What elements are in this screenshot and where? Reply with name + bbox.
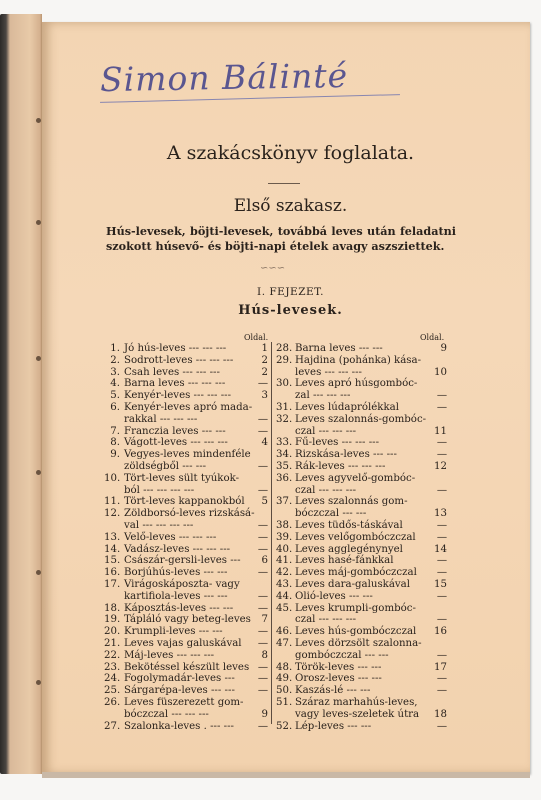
entry-number: 6.: [110, 401, 120, 413]
entry-title: Leves hús-gombóczczal: [295, 626, 417, 638]
entry-title: kartifiola-leves --- ---: [124, 590, 228, 602]
entry-page: —: [257, 685, 268, 697]
contents-right-column: [276, 343, 447, 732]
entry-page: —: [436, 484, 447, 496]
entry-title: Száraz marhahús-leves,: [295, 696, 418, 708]
toc-entry: [276, 414, 447, 426]
entry-page: 6: [261, 555, 268, 567]
toc-entry: [104, 697, 268, 709]
entry-title: Sárgarépa-leves --- ---: [124, 685, 235, 697]
toc-entry: [276, 402, 447, 414]
entry-title: Jó hús-leves --- --- ---: [124, 343, 227, 354]
toc-entry: [104, 532, 268, 544]
entry-page: —: [436, 449, 447, 461]
book-spine: [0, 14, 42, 774]
entry-title: Fű-leves --- --- ---: [295, 437, 380, 449]
entry-page: 12: [434, 460, 447, 472]
toc-entry: [104, 426, 268, 438]
toc-entry: [276, 603, 447, 615]
entry-title: Leves velőgombóczczal: [295, 531, 416, 543]
entry-title: Franczia leves --- ---: [124, 425, 226, 437]
entry-page: —: [436, 531, 447, 543]
toc-entry: [276, 508, 447, 520]
entry-title: Kenyér-leves --- --- ---: [124, 390, 232, 402]
entry-page: —: [257, 519, 268, 531]
toc-entry: [276, 579, 447, 591]
entry-number: 7.: [110, 425, 120, 437]
entry-number: 22.: [104, 649, 121, 661]
entry-title: czal --- --- ---: [295, 425, 357, 437]
toc-entry: [276, 673, 447, 685]
entry-number: 28.: [276, 343, 293, 354]
entry-title: Leves máj-gombóczczal: [295, 567, 417, 579]
entry-number: 15.: [104, 555, 121, 567]
entry-number: 12.: [104, 508, 121, 520]
toc-entry: [276, 520, 447, 532]
entry-number: 18.: [104, 602, 121, 614]
entry-title: Leves szalonnás-gombóc-: [295, 413, 427, 425]
entry-title: Leves vajas galuskával: [124, 637, 242, 649]
entry-title: Vadász-leves --- --- ---: [124, 543, 231, 555]
entry-number: 47.: [276, 637, 293, 649]
entry-title: Csah leves --- --- ---: [124, 366, 220, 378]
toc-entry: [276, 650, 447, 662]
entry-title: Sodrott-leves --- --- ---: [124, 354, 234, 366]
entry-number: 21.: [104, 637, 121, 649]
entry-number: 3.: [110, 366, 120, 378]
entry-number: 30.: [276, 378, 293, 390]
column-divider: [271, 342, 272, 724]
toc-entry: [276, 697, 447, 709]
entry-page: 10: [434, 366, 447, 378]
entry-page: —: [257, 626, 268, 638]
entry-page: —: [257, 602, 268, 614]
entry-title: Rák-leves --- --- ---: [295, 460, 386, 472]
entry-page: 17: [434, 661, 447, 673]
entry-title: bóczczal --- ---: [295, 508, 367, 520]
entry-page: —: [257, 567, 268, 579]
entry-number: 17.: [104, 578, 121, 590]
entry-number: 16.: [104, 567, 121, 579]
entry-page: 2: [261, 366, 268, 378]
entry-page: —: [257, 425, 268, 437]
toc-entry: [104, 461, 268, 473]
entry-number: 25.: [104, 685, 121, 697]
entry-page: —: [257, 590, 268, 602]
toc-entry: [276, 461, 447, 473]
entry-page: —: [436, 519, 447, 531]
handwritten-signature: Simon Bálinté: [99, 55, 349, 100]
toc-entry: [276, 662, 447, 674]
entry-title: Olió-leves --- ---: [295, 590, 373, 602]
entry-title: Velő-leves --- --- ---: [124, 531, 217, 543]
entry-title: gombóczczal --- ---: [295, 649, 389, 661]
entry-page: 4: [261, 437, 268, 449]
entry-page: —: [257, 531, 268, 543]
entry-page: 14: [434, 543, 447, 555]
title-rule: [268, 183, 300, 184]
entry-number: 35.: [276, 460, 293, 472]
toc-entry: [104, 437, 268, 449]
toc-entry: [104, 496, 268, 508]
entry-title: czal --- --- ---: [295, 484, 357, 496]
entry-title: Fogolymadár-leves ---: [124, 673, 235, 685]
entry-title: Tört-leves kappanokból: [124, 496, 245, 508]
entry-number: 34.: [276, 449, 293, 461]
entry-number: 27.: [104, 720, 121, 732]
entry-title: val --- --- --- ---: [124, 519, 194, 531]
entry-page: —: [257, 637, 268, 649]
entry-title: Kenyér-leves apró mada-: [124, 401, 253, 413]
toc-entry: [104, 544, 268, 556]
entry-title: rakkal --- --- ---: [124, 413, 198, 425]
entry-number: 39.: [276, 531, 293, 543]
toc-entry: [104, 579, 268, 591]
toc-entry: [104, 591, 268, 603]
entry-number: 45.: [276, 602, 293, 614]
entry-number: 26.: [104, 696, 121, 708]
entry-number: 24.: [104, 673, 121, 685]
entry-page: —: [257, 413, 268, 425]
entry-title: Máj-leves --- --- ---: [124, 649, 215, 661]
toc-entry: [276, 485, 447, 497]
entry-title: leves --- --- ---: [295, 366, 362, 378]
entry-number: 2.: [110, 354, 120, 366]
entry-title: Vegyes-leves mindenféle: [124, 449, 251, 461]
toc-entry: [104, 485, 268, 497]
entry-title: Császár-gersli-leves ---: [124, 555, 241, 567]
toc-entry: [104, 367, 268, 379]
toc-entry: [276, 709, 447, 721]
toc-entry: [104, 555, 268, 567]
entry-title: Török-leves --- ---: [295, 661, 382, 673]
toc-entry: [276, 567, 447, 579]
page-edge: [42, 772, 530, 778]
entry-number: 9.: [110, 449, 120, 461]
entry-title: Lép-leves --- ---: [295, 720, 372, 732]
entry-page: —: [257, 543, 268, 555]
entry-title: zal --- --- ---: [295, 390, 351, 402]
entry-number: 14.: [104, 543, 121, 555]
entry-page: —: [436, 614, 447, 626]
entry-number: 37.: [276, 496, 293, 508]
entry-title: Barna leves --- --- ---: [124, 378, 226, 390]
entry-title: zöldségből --- ---: [124, 460, 207, 472]
entry-number: 1.: [110, 343, 120, 354]
entry-title: Leves apró húsgombóc-: [295, 378, 418, 390]
entry-title: Tápláló vagy beteg-leves: [124, 614, 251, 626]
entry-title: Krumpli-leves --- ---: [124, 626, 223, 638]
entry-number: 5.: [110, 390, 120, 402]
toc-entry: [104, 355, 268, 367]
toc-entry: [276, 437, 447, 449]
toc-entry: [276, 721, 447, 733]
entry-title: Virágoskáposzta- vagy: [124, 578, 240, 590]
toc-entry: [104, 390, 268, 402]
entry-page: —: [257, 720, 268, 732]
toc-entry: [104, 673, 268, 685]
toc-entry: [104, 378, 268, 390]
toc-entry: [104, 709, 268, 721]
entry-page: —: [257, 661, 268, 673]
entry-page: —: [436, 590, 447, 602]
toc-entry: [276, 638, 447, 650]
toc-entry: [104, 508, 268, 520]
entry-title: Leves szalonnás gom-: [295, 496, 408, 508]
entry-page: —: [436, 401, 447, 413]
toc-entry: [276, 449, 447, 461]
entry-number: 43.: [276, 578, 293, 590]
entry-title: Leves krumpli-gombóc-: [295, 602, 416, 614]
entry-title: czal --- --- ---: [295, 614, 357, 626]
toc-entry: [104, 650, 268, 662]
toc-entry: [276, 626, 447, 638]
entry-page: —: [257, 460, 268, 472]
toc-entry: [104, 343, 268, 355]
toc-entry: [276, 555, 447, 567]
entry-title: Barna leves --- ---: [295, 343, 383, 354]
toc-entry: [104, 662, 268, 674]
entry-title: Tört-leves sült tyúkok-: [124, 472, 240, 484]
toc-entry: [104, 603, 268, 615]
toc-entry: [276, 426, 447, 438]
toc-entry: [104, 520, 268, 532]
toc-entry: [104, 473, 268, 485]
entry-number: 31.: [276, 401, 293, 413]
entry-number: 40.: [276, 543, 293, 555]
entry-number: 8.: [110, 437, 120, 449]
entry-page: 9: [261, 708, 268, 720]
page-column-label-right: Oldal.: [420, 333, 445, 342]
entry-number: 29.: [276, 354, 293, 366]
entry-page: —: [436, 720, 447, 732]
toc-entry: [276, 390, 447, 402]
entry-page: —: [436, 649, 447, 661]
entry-page: 9: [440, 343, 447, 354]
entry-page: 18: [434, 708, 447, 720]
section-description: Hús-levesek, böjti-levesek, továbbá leves után feladatni szokott húsevő- és böjti-napi ételek avagy aszsziettek.: [106, 224, 456, 253]
toc-entry: [276, 496, 447, 508]
entry-number: 44.: [276, 590, 293, 602]
entry-title: Leves tüdős-táskával: [295, 519, 403, 531]
toc-entry: [276, 614, 447, 626]
entry-number: 48.: [276, 661, 293, 673]
entry-page: —: [436, 437, 447, 449]
page-column-label-left: Oldal.: [244, 333, 269, 342]
entry-page: —: [436, 555, 447, 567]
entry-page: 7: [261, 614, 268, 626]
toc-entry: [276, 367, 447, 379]
toc-entry: [276, 355, 447, 367]
toc-entry: [276, 532, 447, 544]
entry-title: ból --- --- --- ---: [124, 484, 195, 496]
entry-page: 15: [434, 578, 447, 590]
entry-number: 10.: [104, 472, 121, 484]
entry-number: 32.: [276, 413, 293, 425]
entry-number: 50.: [276, 685, 293, 697]
entry-number: 4.: [110, 378, 120, 390]
toc-entry: [104, 614, 268, 626]
entry-page: —: [436, 685, 447, 697]
entry-title: Zöldborsó-leves rizskásá-: [124, 508, 255, 520]
entry-page: 13: [434, 508, 447, 520]
toc-entry: [276, 378, 447, 390]
ornament-divider: ∽∽∽: [260, 263, 286, 274]
toc-entry: [276, 685, 447, 697]
entry-title: Orosz-leves --- ---: [295, 673, 382, 685]
toc-entry: [104, 638, 268, 650]
entry-page: —: [257, 378, 268, 390]
entry-title: Kaszás-lé --- ---: [295, 685, 371, 697]
entry-title: Leves dörzsölt szalonna-: [295, 637, 422, 649]
entry-number: 46.: [276, 626, 293, 638]
entry-title: Bekötéssel készült leves: [124, 661, 250, 673]
entry-title: Leves hasé-fánkkal: [295, 555, 394, 567]
entry-number: 51.: [276, 696, 293, 708]
entry-title: vagy leves-szeletek útra: [295, 708, 420, 720]
toc-entry: [104, 626, 268, 638]
entry-number: 33.: [276, 437, 293, 449]
entry-title: Rizskása-leves --- ---: [295, 449, 397, 461]
toc-entry: [276, 591, 447, 603]
entry-number: 38.: [276, 519, 293, 531]
entry-page: —: [257, 484, 268, 496]
toc-entry: [276, 343, 447, 355]
entry-title: Leves agglegénynyel: [295, 543, 403, 555]
entry-number: 41.: [276, 555, 293, 567]
entry-title: Szalonka-leves . --- ---: [124, 720, 234, 732]
toc-entry: [276, 473, 447, 485]
entry-page: 11: [434, 425, 447, 437]
entry-number: 20.: [104, 626, 121, 638]
entry-number: 23.: [104, 661, 121, 673]
entry-page: —: [257, 673, 268, 685]
entry-title: Leves agyvelő-gombóc-: [295, 472, 416, 484]
entry-title: Káposztás-leves --- ---: [124, 602, 234, 614]
entry-number: 13.: [104, 531, 121, 543]
entry-page: 8: [261, 649, 268, 661]
toc-entry: [276, 544, 447, 556]
toc-entry: [104, 402, 268, 414]
entry-page: —: [436, 673, 447, 685]
toc-entry: [104, 721, 268, 733]
entry-title: bóczczal --- --- ---: [124, 708, 209, 720]
entry-title: Borjúhús-leves --- ---: [124, 567, 228, 579]
entry-number: 52.: [276, 720, 293, 732]
entry-page: 2: [261, 354, 268, 366]
entry-number: 11.: [104, 496, 121, 508]
chapter-number: I. FEJEZET.: [257, 286, 324, 298]
entry-title: Leves füszerezett gom-: [124, 696, 244, 708]
entry-page: 3: [261, 390, 268, 402]
entry-page: 1: [261, 343, 268, 354]
entry-number: 49.: [276, 673, 293, 685]
toc-entry: [104, 685, 268, 697]
page-title: A szakácskönyv foglalata.: [166, 142, 415, 164]
entry-page: —: [436, 567, 447, 579]
chapter-title: Hús-levesek.: [238, 303, 343, 318]
entry-number: 19.: [104, 614, 121, 626]
entry-number: 42.: [276, 567, 293, 579]
entry-page: 5: [261, 496, 268, 508]
toc-entry: [104, 414, 268, 426]
toc-entry: [104, 567, 268, 579]
entry-page: —: [436, 390, 447, 402]
entry-number: 36.: [276, 472, 293, 484]
entry-page: 16: [434, 626, 447, 638]
toc-entry: [104, 449, 268, 461]
entry-title: Leves lúdaprólékkal: [295, 401, 399, 413]
entry-title: Hajdina (pohánka) kása-: [295, 354, 422, 366]
section-title: Első szakasz.: [233, 196, 348, 216]
entry-title: Leves dara-galuskával: [295, 578, 411, 590]
contents-left-column: [104, 343, 268, 732]
entry-title: Vágott-leves --- --- ---: [124, 437, 228, 449]
